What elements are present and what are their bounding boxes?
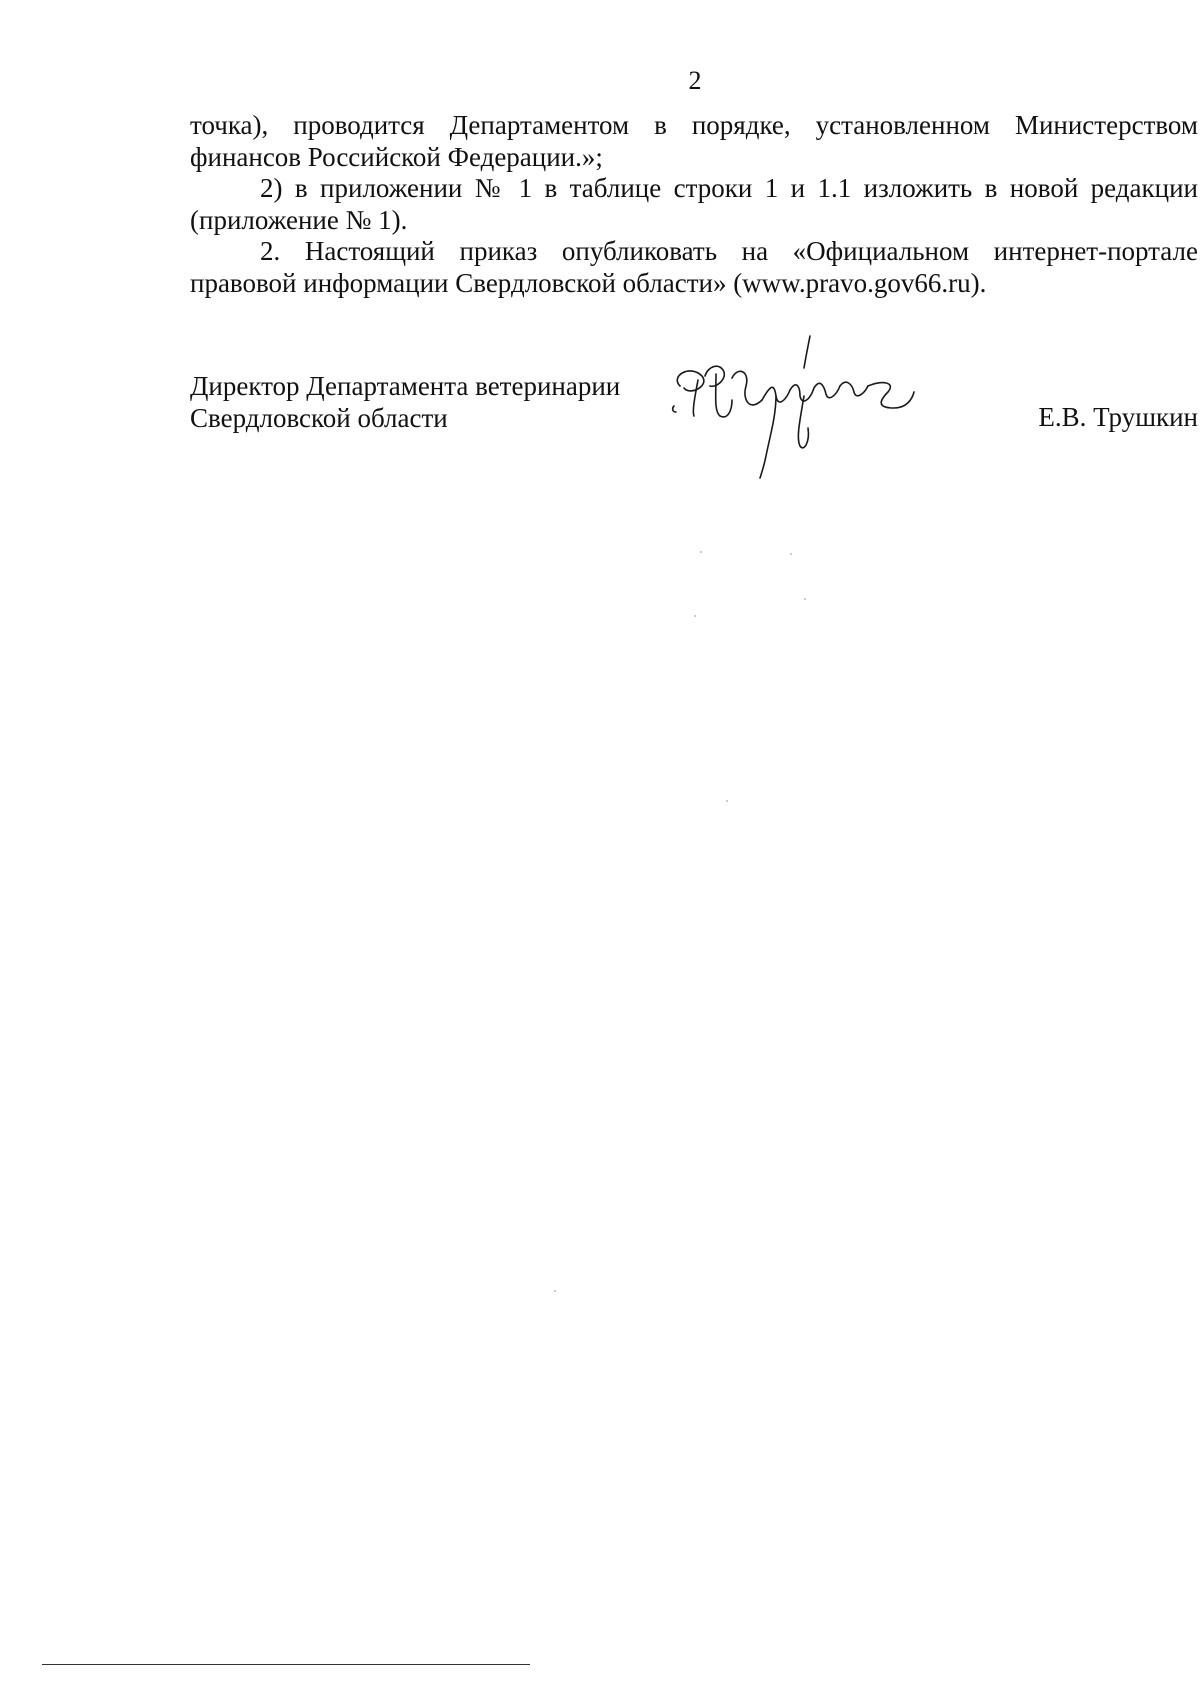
footer-rule (42, 1664, 530, 1665)
signatory-name: Е.В. Трушкин (1038, 402, 1198, 432)
document-body (190, 110, 1198, 299)
paragraph-2-line-2: (приложение № 1). (190, 204, 408, 235)
page-number: 2 (688, 66, 702, 95)
handwritten-signature (650, 316, 940, 496)
paragraph-1 (190, 110, 1198, 173)
signature-block (190, 371, 1198, 491)
paragraph-1-line-1: точка), проводится Департаментом в порядке, установленном Министерством (190, 110, 1198, 140)
scan-speck (790, 553, 792, 555)
paragraph-3-cont (190, 268, 1198, 300)
scan-speck (804, 598, 806, 600)
signatory-title (190, 371, 620, 434)
paragraph-3-line-2: правовой информации Свердловской области» (www.pravo.gov66.ru). (190, 267, 987, 298)
scan-speck (694, 615, 696, 617)
paragraph-1-line-2: финансов Российской Федерации.»; (190, 141, 603, 172)
paragraph-2 (190, 173, 1198, 205)
paragraph-2-line-1: 2) в приложении № 1 в таблице строки 1 и 1.1 изложить в новой редакции (260, 173, 1198, 203)
paragraph-3-line-1: 2. Настоящий приказ опубликовать на «Официальном интернет-портале (260, 236, 1198, 266)
paragraph-3 (190, 236, 1198, 268)
scan-speck (554, 1290, 556, 1292)
scan-speck (700, 551, 702, 553)
paragraph-2-cont (190, 205, 1198, 237)
signatory-title-line-2: Свердловской области (190, 402, 448, 433)
signatory-title-line-1: Директор Департамента ветеринарии (190, 371, 621, 401)
scan-speck (726, 800, 728, 802)
